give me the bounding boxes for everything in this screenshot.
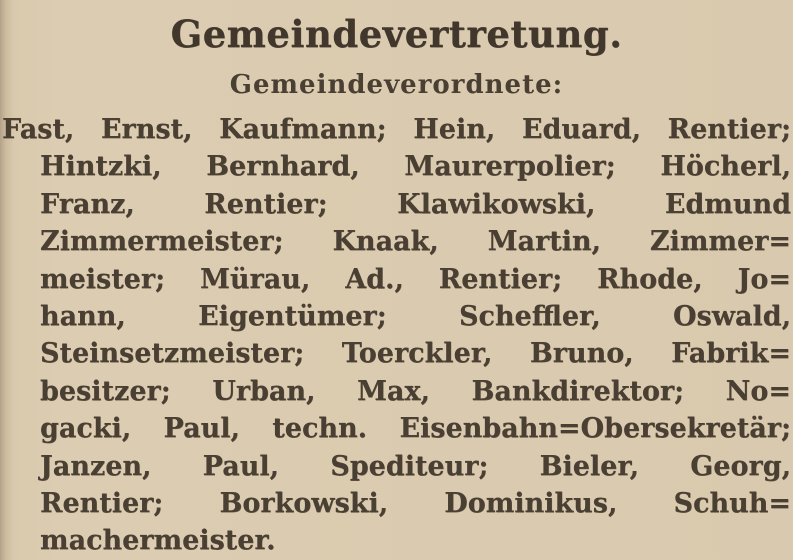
text-line: gacki, Paul, techn. Eisenbahn=Obersekretär; [40,413,791,445]
member-list-paragraph [0,111,793,560]
text-line: Steinsetzmeister; Toerckler, Bruno, Fabrik= [40,338,791,370]
text-line: Hintzki, Bernhard, Maurerpolier; Höcherl, [40,151,791,183]
text-line: machermeister. [40,525,276,557]
text-line: Janzen, Paul, Spediteur; Bieler, Georg, [40,450,791,482]
text-line: Fast, Ernst, Kaufmann; Hein, Eduard, Rentier; [2,114,791,145]
section-subtitle: Gemeindeverordnete: [229,70,564,100]
text-line: Zimmermeister; Knaak, Martin, Zimmer= [40,226,791,258]
text-line: hann, Eigentümer; Scheffler, Oswald, [40,301,791,333]
text-line: Franz, Rentier; Klawikowski, Edmund [40,188,791,220]
text-line: Rentier; Borkowski, Dominikus, Schuh= [40,488,791,520]
text-line: besitzer; Urban, Max, Bankdirektor; No= [40,375,791,407]
document-title: Gemeindevertretung. [170,12,623,56]
text-line: meister; Mürau, Ad., Rentier; Rhode, Jo= [40,263,791,295]
